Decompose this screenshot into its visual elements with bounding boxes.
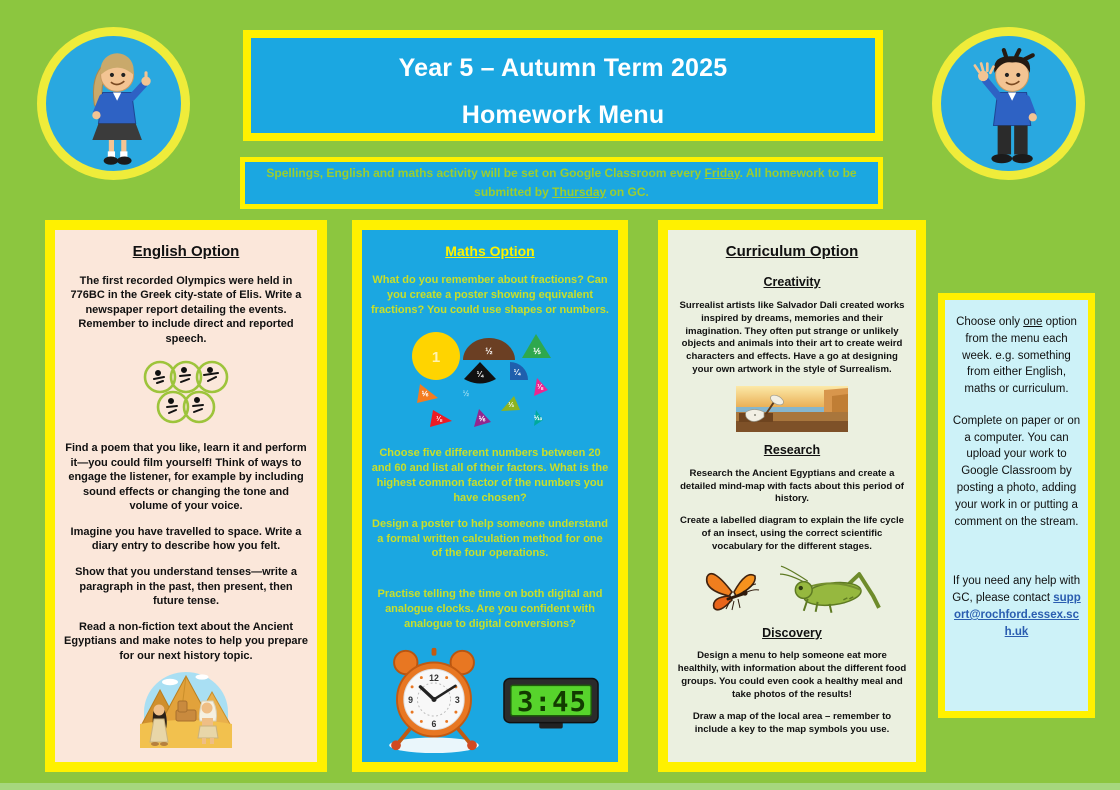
egyptians-image: [64, 666, 308, 748]
maths-task-time: Practise telling the time on both digital and analogue clocks. Are you confident with analogue to digital conversions?: [377, 588, 603, 631]
english-heading: English Option: [132, 243, 240, 260]
grasshopper-icon: [778, 563, 882, 615]
english-option-panel: [45, 220, 327, 772]
instructions-panel: [938, 293, 1095, 718]
header-banner: [243, 30, 883, 141]
maths-task-fractions: What do you remember about fractions? Can you create a poster showing equivalent fractions? You could use shapes or numbers.: [371, 273, 609, 316]
homework-notice: [240, 157, 883, 209]
svg-text:12: 12: [429, 672, 439, 683]
support-email-link[interactable]: support@rochford.essex.sch.uk: [954, 592, 1081, 638]
info-choose-one: Choose only one option from the menu each week. e.g. something from either English, maths or curriculum.: [956, 316, 1077, 396]
info-complete: Complete on paper or on a computer. You can upload your work to Google Classroom by posting a photo, adding your work in or putting a comment on the stream.: [952, 414, 1081, 528]
info-help: If you need any help with GC, please contact support@rochford.essex.sch.uk: [952, 575, 1081, 638]
curriculum-heading: Curriculum Option: [725, 243, 859, 260]
insects-image: [676, 563, 908, 615]
info-one-underline: one: [1023, 316, 1043, 328]
creativity-task: Surrealist artists like Salvador Dali created works inspired by dreams, memories and their imagination. They often put strange or unlikely objects and animals into their art to create weird characters and effects. Have a go at designing your own artwork in the style of Surrealism.: [679, 299, 905, 376]
page-title-line2: Homework Menu: [461, 101, 665, 129]
girl-avatar: [37, 27, 190, 180]
svg-text:⅕: ⅕: [532, 347, 541, 357]
curriculum-option-panel: [658, 220, 926, 772]
svg-text:3: 3: [454, 694, 460, 705]
svg-text:9: 9: [408, 694, 414, 705]
notice-thursday: Thursday: [552, 185, 607, 199]
svg-text:⅒: ⅒: [533, 416, 542, 423]
svg-text:⅛: ⅛: [435, 416, 442, 424]
english-task-olympics: The first recorded Olympics were held in 776BC in the Greek city-state of Elis. Write a newspaper report detailing the events. Remember to include direct and reported speech.: [70, 274, 302, 345]
school-girl-icon: [64, 47, 164, 171]
svg-text:⅙: ⅙: [421, 391, 428, 399]
english-task-space: Imagine you have travelled to space. Write a diary entry to describe how you felt.: [70, 525, 302, 553]
boy-avatar: [932, 27, 1085, 180]
clocks-image: [371, 643, 609, 755]
svg-text:⅓: ⅓: [507, 402, 514, 410]
svg-text:1: 1: [431, 349, 440, 367]
discovery-task-map: Draw a map of the local area – remember to include a key to the map symbols you use.: [692, 710, 892, 735]
research-task-egyptians: Research the Ancient Egyptians and create a detailed mind-map with facts about this period of history.: [680, 467, 904, 505]
discovery-heading: Discovery: [762, 625, 822, 640]
school-boy-icon: [959, 47, 1059, 171]
digital-time: 3:45: [516, 686, 587, 718]
page-title-line1: Year 5 – Autumn Term 2025: [398, 54, 728, 82]
dali-painting-image: [676, 386, 908, 432]
analogue-clock-icon: [380, 643, 488, 755]
fraction-shapes-image: [371, 328, 609, 436]
svg-text:½: ½: [484, 346, 493, 357]
research-task-insects: Create a labelled diagram to explain the life cycle of an insect, using the correct scientific vocabulary for the different stages.: [680, 515, 904, 552]
notice-friday: Friday: [704, 166, 740, 181]
page-bottom-edge: [0, 783, 1120, 790]
maths-heading: Maths Option: [445, 243, 535, 259]
svg-text:½: ½: [462, 389, 469, 399]
svg-text:¼: ¼: [476, 370, 483, 380]
svg-text:¼: ¼: [513, 368, 520, 378]
english-task-egyptians: Read a non-fiction text about the Ancient Egyptians and make notes to help you prepare for our next history topic.: [64, 620, 308, 662]
maths-task-factors: Choose five different numbers between 20 and 60 and list all of their factors. What is the highest common factor of the numbers you have chosen?: [371, 447, 609, 504]
creativity-heading: Creativity: [763, 275, 821, 290]
svg-text:⅛: ⅛: [536, 384, 543, 392]
svg-text:⅙: ⅙: [478, 416, 485, 424]
notice-text: Spellings, English and maths activity will be set on Google Classroom every Friday. All homework to be submitted by Thursday on GC.: [266, 166, 857, 199]
digital-clock-icon: [502, 675, 600, 733]
english-task-tenses: Show that you understand tenses—write a paragraph in the past, then present, then future tense.: [75, 565, 297, 608]
olympic-rings-image: [64, 357, 308, 431]
maths-option-panel: [352, 220, 628, 772]
svg-text:6: 6: [431, 718, 437, 729]
english-task-poem: Find a poem that you like, learn it and perform it—you could film yourself! Think of ways to engage the listener, for example by including sound effects or changing the tone and volume of your voice.: [65, 442, 307, 513]
butterfly-icon: [702, 563, 764, 615]
research-heading: Research: [763, 442, 821, 457]
maths-task-calculation: Design a poster to help someone understand a formal written calculation method for one of the four operations.: [372, 517, 608, 560]
discovery-task-menu: Design a menu to help someone eat more healthily, with information about the different food groups. You could even cook a healthy meal and take photos of the results!: [677, 650, 907, 700]
